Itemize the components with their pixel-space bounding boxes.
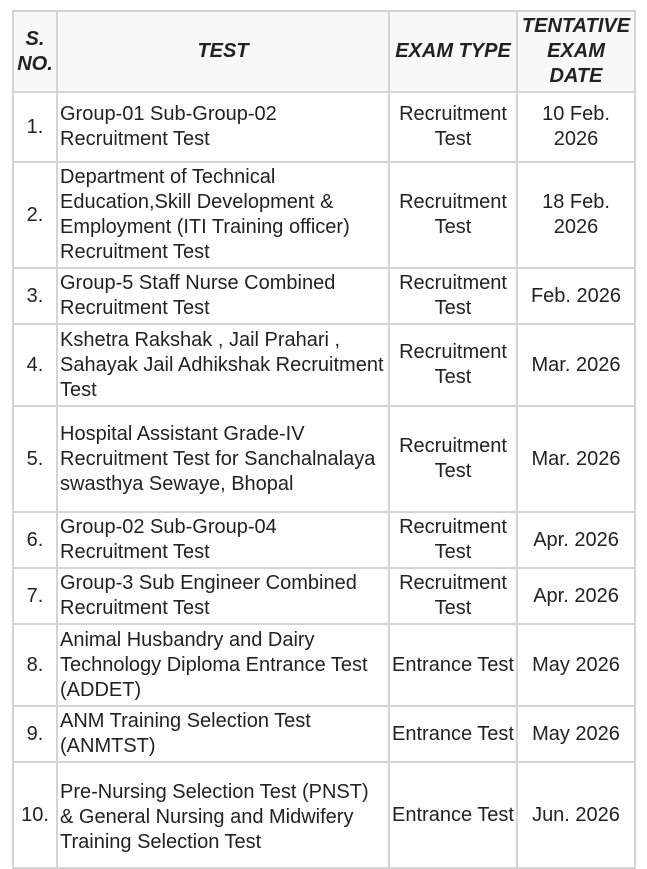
- serial-number-cell: 8.: [13, 624, 57, 706]
- test-name-cell: ANM Training Selection Test (ANMTST): [57, 706, 389, 762]
- exam-type-cell: Recruitment Test: [389, 512, 517, 568]
- exam-date-cell: May 2026: [517, 624, 635, 706]
- test-name-cell: Group-02 Sub-Group-04 Recruitment Test: [57, 512, 389, 568]
- exam-date-cell: Apr. 2026: [517, 568, 635, 624]
- exam-date-cell: Jun. 2026: [517, 762, 635, 868]
- table-row: [13, 162, 635, 268]
- serial-number-cell: 4.: [13, 324, 57, 406]
- test-name-cell: Group-01 Sub-Group-02 Recruitment Test: [57, 92, 389, 162]
- serial-number-cell: 6.: [13, 512, 57, 568]
- exam-date-cell: Mar. 2026: [517, 406, 635, 512]
- table-row: [13, 568, 635, 624]
- table-row: [13, 324, 635, 406]
- exam-type-cell: Entrance Test: [389, 762, 517, 868]
- header-test: TEST: [57, 11, 389, 92]
- exam-date-cell: May 2026: [517, 706, 635, 762]
- test-name-cell: Group-5 Staff Nurse Combined Recruitment Test: [57, 268, 389, 324]
- table-row: [13, 512, 635, 568]
- header-tentative-date: TENTATIVE EXAM DATE: [517, 11, 635, 92]
- exam-date-cell: 18 Feb. 2026: [517, 162, 635, 268]
- serial-number-cell: 5.: [13, 406, 57, 512]
- header-serial-number: S. NO.: [13, 11, 57, 92]
- exam-type-cell: Recruitment Test: [389, 406, 517, 512]
- exam-type-cell: Recruitment Test: [389, 324, 517, 406]
- serial-number-cell: 10.: [13, 762, 57, 868]
- serial-number-cell: 7.: [13, 568, 57, 624]
- test-name-cell: Pre-Nursing Selection Test (PNST) & General Nursing and Midwifery Training Selection Test: [57, 762, 389, 868]
- serial-number-cell: 2.: [13, 162, 57, 268]
- table-row: [13, 268, 635, 324]
- test-name-cell: Animal Husbandry and Dairy Technology Diploma Entrance Test (ADDET): [57, 624, 389, 706]
- exam-type-cell: Recruitment Test: [389, 268, 517, 324]
- header-exam-type: EXAM TYPE: [389, 11, 517, 92]
- test-name-cell: Hospital Assistant Grade-IV Recruitment Test for Sanchalnalaya swasthya Sewaye, Bhopal: [57, 406, 389, 512]
- exam-date-cell: Apr. 2026: [517, 512, 635, 568]
- exam-type-cell: Entrance Test: [389, 624, 517, 706]
- exam-type-cell: Entrance Test: [389, 706, 517, 762]
- serial-number-cell: 1.: [13, 92, 57, 162]
- serial-number-cell: 9.: [13, 706, 57, 762]
- table-row: [13, 762, 635, 868]
- exam-type-cell: Recruitment Test: [389, 162, 517, 268]
- table-header-row: [13, 11, 635, 92]
- exam-date-cell: 10 Feb. 2026: [517, 92, 635, 162]
- exam-schedule-container: [12, 10, 635, 853]
- test-name-cell: Department of Technical Education,Skill Development & Employment (ITI Training officer) Recruitment Test: [57, 162, 389, 268]
- serial-number-cell: 3.: [13, 268, 57, 324]
- table-row: [13, 624, 635, 706]
- exam-type-cell: Recruitment Test: [389, 568, 517, 624]
- exam-date-cell: Feb. 2026: [517, 268, 635, 324]
- table-row: [13, 92, 635, 162]
- exam-type-cell: Recruitment Test: [389, 92, 517, 162]
- exam-schedule-table: [12, 10, 636, 869]
- table-row: [13, 706, 635, 762]
- table-row: [13, 406, 635, 512]
- test-name-cell: Kshetra Rakshak , Jail Prahari , Sahayak Jail Adhikshak Recruitment Test: [57, 324, 389, 406]
- exam-date-cell: Mar. 2026: [517, 324, 635, 406]
- test-name-cell: Group-3 Sub Engineer Combined Recruitment Test: [57, 568, 389, 624]
